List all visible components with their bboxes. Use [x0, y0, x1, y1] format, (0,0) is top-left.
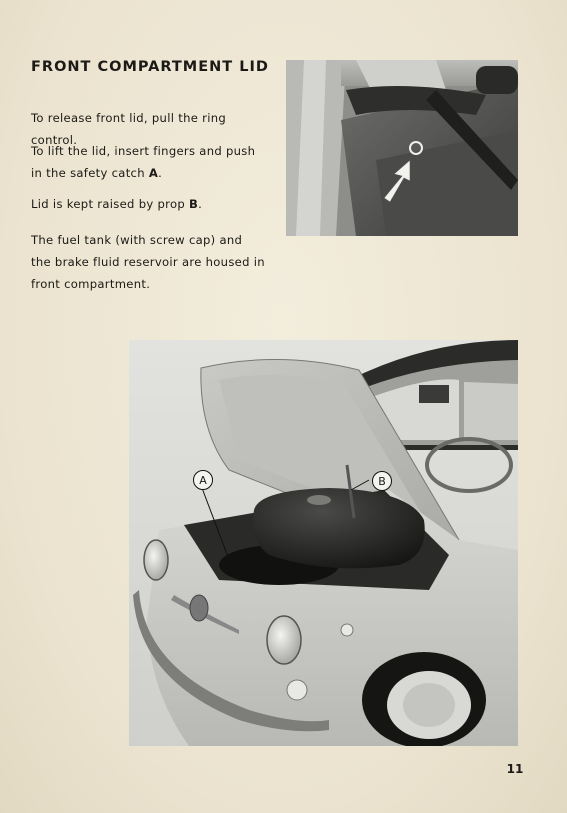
instruction-lift-lid — [31, 140, 266, 184]
front-compartment-photo — [129, 340, 518, 746]
ring-control-photo — [286, 60, 518, 236]
prop-reference: B — [189, 197, 199, 211]
page-number: 11 — [506, 762, 524, 776]
callout-a-marker — [193, 470, 213, 490]
callout-b-label: B — [378, 474, 386, 488]
instruction-prop-text: Lid is kept raised by prop — [31, 197, 190, 211]
instruction-fuel-tank: The fuel tank (with screw cap) and the brake fluid reservoir are housed in front compartment. — [31, 233, 265, 291]
instruction-lift-lid-text: To lift the lid, insert fingers and push in the safety catch — [31, 144, 256, 180]
instruction-prop — [31, 193, 266, 215]
car-front-illustration — [129, 340, 518, 746]
instruction-release-lid: To release front lid, pull the ring control. — [31, 111, 227, 147]
safety-catch-reference: A — [148, 166, 159, 180]
instruction-prop-end: . — [198, 197, 203, 211]
instruction-lift-lid-end: . — [158, 166, 163, 180]
callout-a-label: A — [199, 473, 207, 487]
ring-control-illustration — [286, 60, 518, 236]
page-title: FRONT COMPARTMENT LID — [31, 59, 269, 75]
callout-b-marker — [372, 471, 392, 491]
